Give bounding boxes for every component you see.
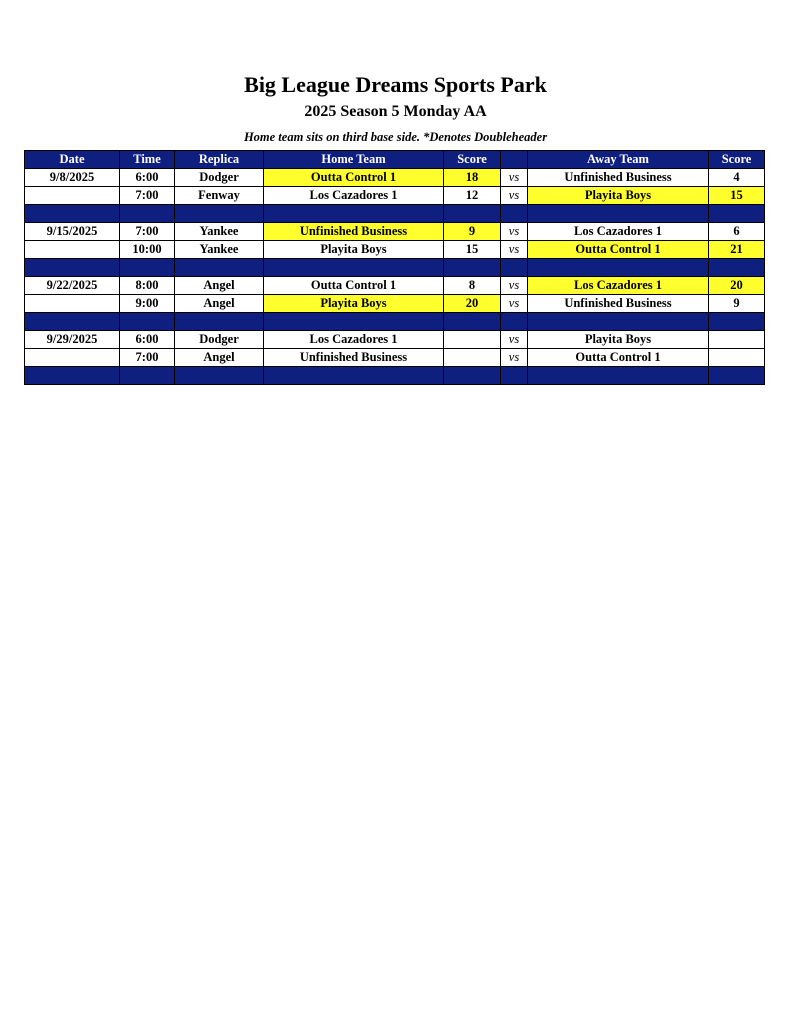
away-score [709,331,765,349]
separator-cell [501,259,528,277]
game-row [25,277,765,295]
away-team: Playita Boys [528,331,709,349]
game-row [25,187,765,205]
away-team: Los Cazadores 1 [528,277,709,295]
separator-cell [264,259,444,277]
away-score: 21 [709,241,765,259]
col-header-vs [501,151,528,169]
away-team: Unfinished Business [528,295,709,313]
field-replica: Angel [175,349,264,367]
home-score [444,349,501,367]
field-replica: Angel [175,295,264,313]
vs-label: vs [501,349,528,367]
separator-cell [175,205,264,223]
separator-cell [444,367,501,385]
separator-cell [528,259,709,277]
game-time: 7:00 [120,187,175,205]
game-row [25,331,765,349]
home-score: 9 [444,223,501,241]
vs-label: vs [501,331,528,349]
schedule-body [25,169,765,385]
away-score: 4 [709,169,765,187]
away-score: 6 [709,223,765,241]
col-header-away-team: Away Team [528,151,709,169]
game-date: 9/29/2025 [25,331,120,349]
home-team: Playita Boys [264,295,444,313]
page-title: Big League Dreams Sports Park [244,72,547,97]
separator-cell [501,367,528,385]
week-separator-row [25,205,765,223]
game-row [25,223,765,241]
field-replica: Dodger [175,331,264,349]
game-date: 9/22/2025 [25,277,120,295]
separator-cell [120,367,175,385]
game-date [25,349,120,367]
separator-cell [264,205,444,223]
away-score: 9 [709,295,765,313]
game-row [25,295,765,313]
field-replica: Dodger [175,169,264,187]
separator-cell [25,367,120,385]
separator-cell [501,313,528,331]
separator-cell [444,259,501,277]
field-replica: Angel [175,277,264,295]
game-date [25,241,120,259]
home-team: Playita Boys [264,241,444,259]
game-date: 9/15/2025 [25,223,120,241]
home-team: Outta Control 1 [264,277,444,295]
separator-cell [709,205,765,223]
separator-cell [528,367,709,385]
col-header-date: Date [25,151,120,169]
separator-cell [175,259,264,277]
vs-label: vs [501,241,528,259]
home-team: Los Cazadores 1 [264,187,444,205]
schedule-table [24,150,765,385]
home-score: 8 [444,277,501,295]
col-header-replica: Replica [175,151,264,169]
separator-cell [444,313,501,331]
separator-cell [709,259,765,277]
away-team: Unfinished Business [528,169,709,187]
home-score: 18 [444,169,501,187]
col-header-away-score: Score [709,151,765,169]
separator-cell [528,205,709,223]
separator-cell [120,313,175,331]
home-team: Unfinished Business [264,349,444,367]
separator-cell [444,205,501,223]
separator-cell [175,313,264,331]
away-score: 20 [709,277,765,295]
separator-cell [709,367,765,385]
col-header-time: Time [120,151,175,169]
week-separator-row [25,259,765,277]
week-separator-row [25,367,765,385]
home-team: Los Cazadores 1 [264,331,444,349]
field-replica: Yankee [175,223,264,241]
game-date [25,187,120,205]
home-score: 15 [444,241,501,259]
away-score [709,349,765,367]
vs-label: vs [501,295,528,313]
vs-label: vs [501,223,528,241]
separator-cell [25,259,120,277]
field-replica: Fenway [175,187,264,205]
away-team: Playita Boys [528,187,709,205]
vs-label: vs [501,169,528,187]
game-time: 10:00 [120,241,175,259]
game-time: 8:00 [120,277,175,295]
game-row [25,349,765,367]
week-separator-row [25,313,765,331]
separator-cell [25,205,120,223]
away-team: Los Cazadores 1 [528,223,709,241]
separator-cell [25,313,120,331]
home-team: Unfinished Business [264,223,444,241]
game-date: 9/8/2025 [25,169,120,187]
separator-cell [264,367,444,385]
home-score [444,331,501,349]
game-row [25,169,765,187]
separator-cell [175,367,264,385]
header-row [25,151,765,169]
game-date [25,295,120,313]
game-time: 7:00 [120,349,175,367]
schedule-note: Home team sits on third base side. *Denotes Doubleheader [243,130,548,144]
game-row [25,241,765,259]
home-team: Outta Control 1 [264,169,444,187]
home-score: 20 [444,295,501,313]
col-header-home-score: Score [444,151,501,169]
separator-cell [709,313,765,331]
game-time: 9:00 [120,295,175,313]
vs-label: vs [501,277,528,295]
away-score: 15 [709,187,765,205]
page-subtitle: 2025 Season 5 Monday AA [304,103,487,120]
separator-cell [120,259,175,277]
field-replica: Yankee [175,241,264,259]
game-time: 7:00 [120,223,175,241]
separator-cell [528,313,709,331]
vs-label: vs [501,187,528,205]
col-header-home-team: Home Team [264,151,444,169]
away-team: Outta Control 1 [528,349,709,367]
separator-cell [264,313,444,331]
away-team: Outta Control 1 [528,241,709,259]
home-score: 12 [444,187,501,205]
separator-cell [501,205,528,223]
game-time: 6:00 [120,169,175,187]
separator-cell [120,205,175,223]
game-time: 6:00 [120,331,175,349]
